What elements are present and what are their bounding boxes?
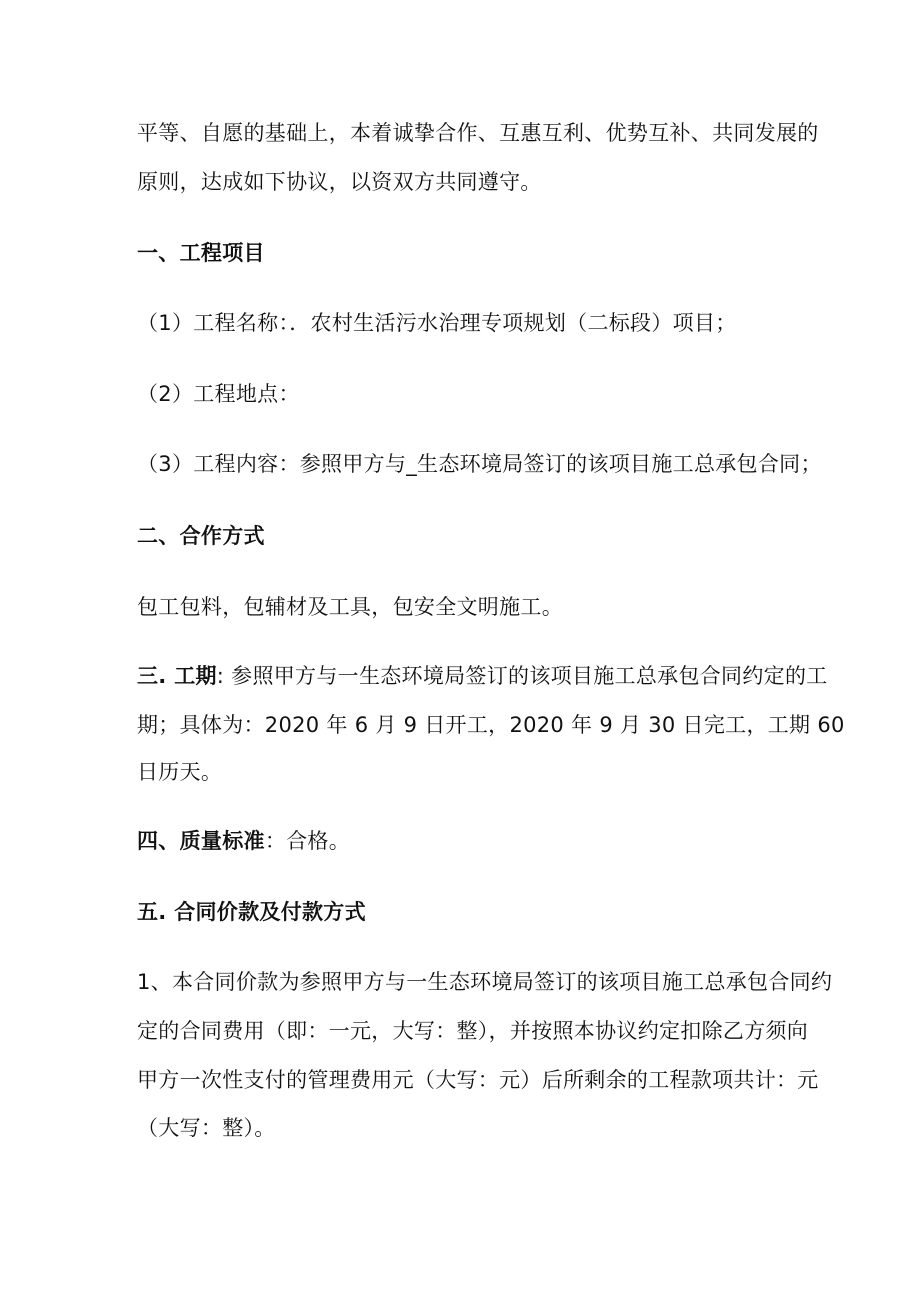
section-3-line-3: 日历天。 [137, 760, 223, 784]
section-4-heading: 四、质量标准 [137, 829, 265, 853]
section-5-p1-line-2: 定的合同费用（即：一元，大写：整），并按照本协议约定扣除乙方须向 [137, 1019, 809, 1043]
section-2-body: 包工包料，包辅材及工具，包安全文明施工。 [137, 595, 563, 619]
section-5-heading: 五. 合同价款及付款方式 [137, 900, 366, 924]
section-5-p1-line-4: （大写：整）。 [137, 1116, 276, 1140]
intro-line-1: 平等、自愿的基础上，本着诚挚合作、互惠互利、优势互补、共同发展的 [137, 121, 819, 145]
section-3-heading: 三. 工期 [137, 664, 217, 688]
section-5-p1-line-1: 1、本合同价款为参照甲方与一生态环境局签订的该项目施工总承包合同约 [137, 970, 833, 994]
section-1-item-2: （2）工程地点： [137, 382, 300, 406]
section-4-body: ：合格。 [264, 829, 351, 853]
section-4-line [137, 827, 350, 855]
section-2-heading: 二、合作方式 [137, 524, 265, 548]
section-3-text-1: : 参照甲方与一生态环境局签订的该项目施工总承包合同约定的工 [216, 664, 828, 688]
section-1-item-1: （1）工程名称：．农村生活污水治理专项规划（二标段）项目； [137, 311, 737, 335]
section-1-item-3: （3）工程内容：参照甲方与_生态环境局签订的该项目施工总承包合同； [137, 452, 822, 476]
section-5-p1-line-3: 甲方一次性支付的管理费用元（大写：元）后所剩余的工程款项共计：元 [137, 1068, 819, 1092]
section-1-heading: 一、工程项目 [137, 241, 265, 265]
intro-line-2: 原则，达成如下协议，以资双方共同遵守。 [137, 170, 542, 194]
section-3-line-2: 期；具体为：2020 年 6 月 9 日开工，2020 年 9 月 30 日完工，工期 60 [137, 713, 845, 737]
section-3-line-1 [137, 662, 828, 690]
